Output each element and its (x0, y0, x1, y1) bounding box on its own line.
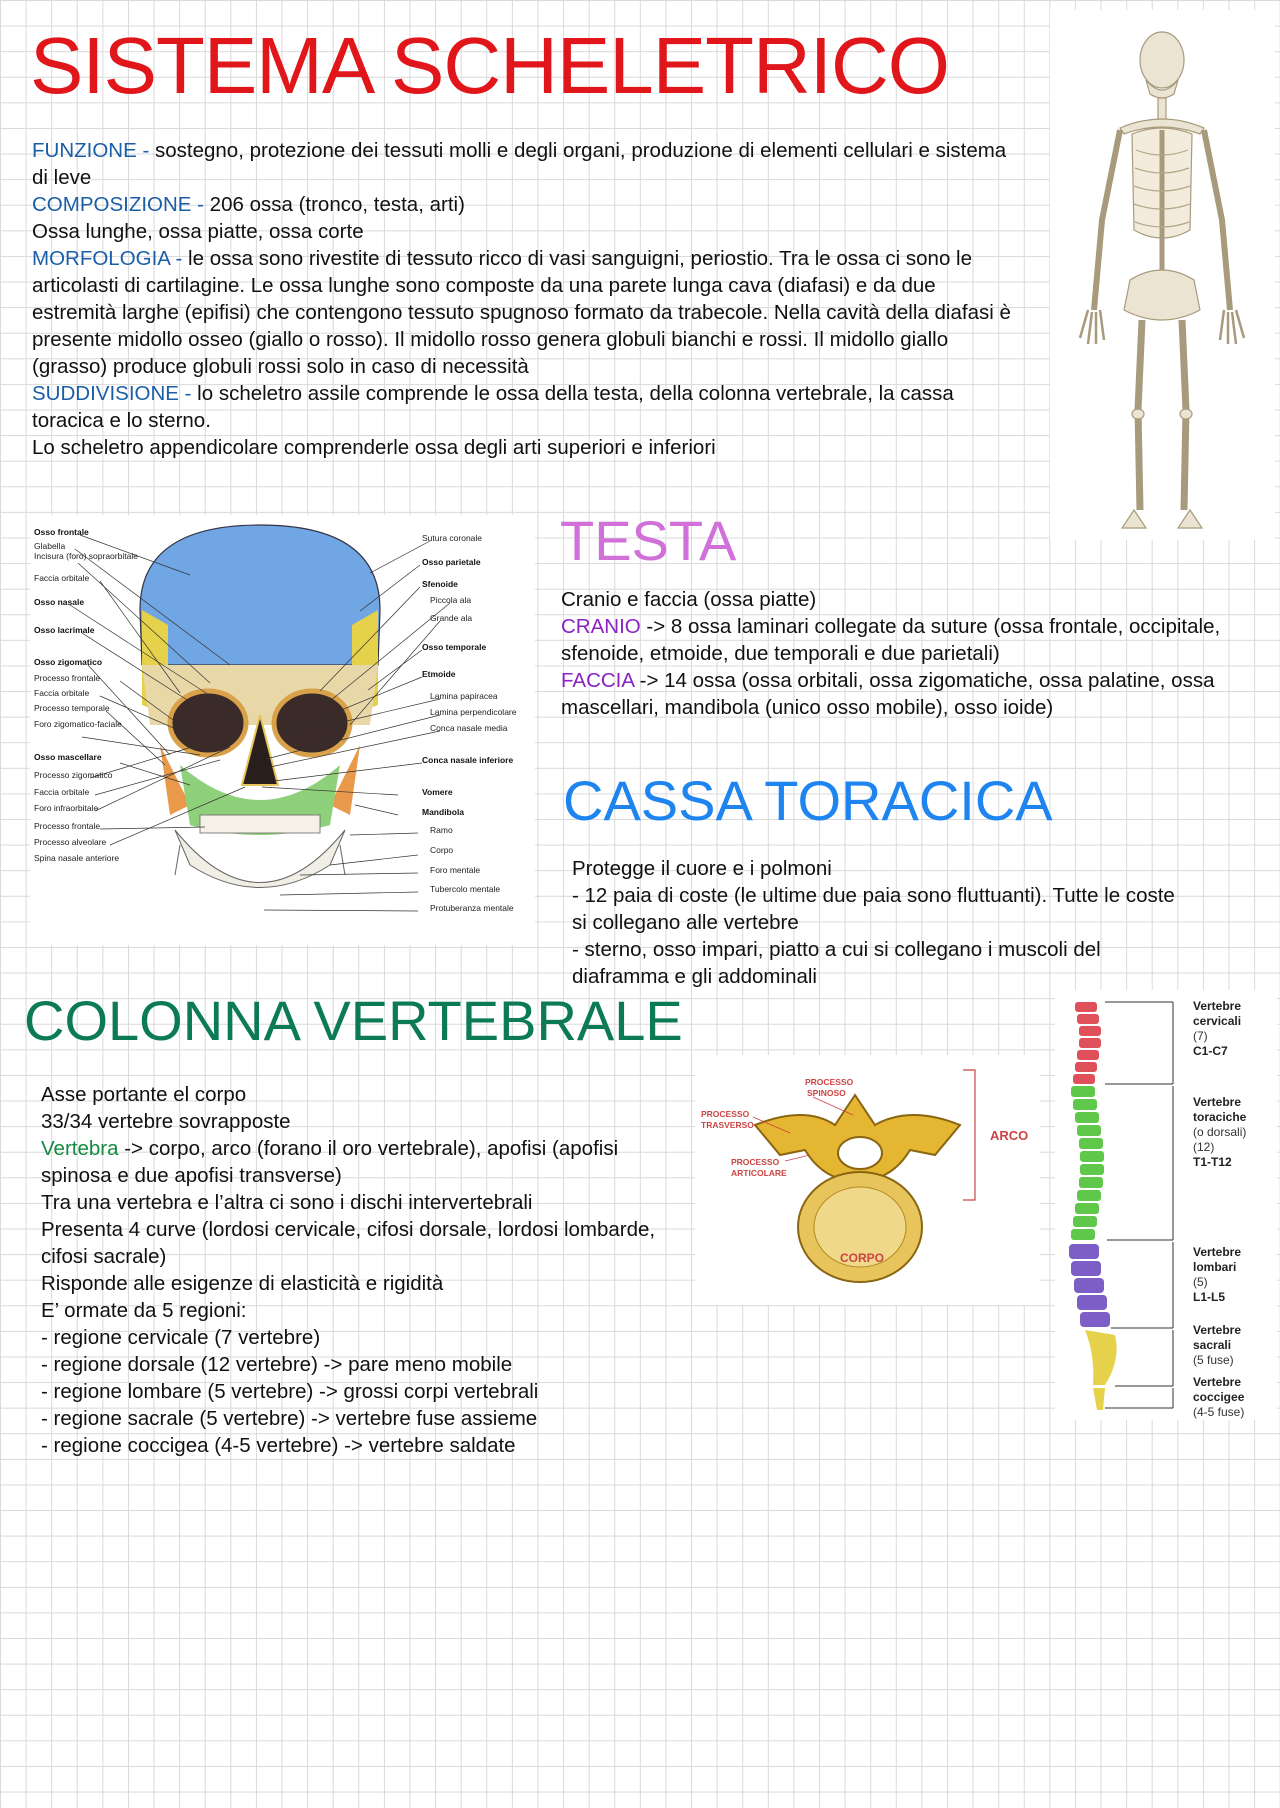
funzione-paragraph (32, 137, 1012, 191)
skull-label: Osso temporale (422, 642, 487, 652)
region-item: - regione dorsale (12 vertebre) -> pare meno mobile (41, 1353, 513, 1376)
cranio-paragraph (561, 613, 1261, 667)
skull-label: Ramo (430, 825, 453, 835)
spine-label: C1-C7 (1193, 1044, 1228, 1058)
spine-label: Vertebre (1193, 999, 1242, 1013)
composizione-label: COMPOSIZIONE - (32, 193, 204, 216)
spinoso-label-2: SPINOSO (807, 1088, 846, 1098)
spine-label: (12) (1193, 1140, 1215, 1154)
region-item: - regione coccigea (4-5 vertebre) -> vertebre saldate (41, 1434, 516, 1457)
skull-left-labels (34, 527, 138, 863)
articolare-label-1: PROCESSO (731, 1157, 780, 1167)
skull-label: Processo temporale (34, 703, 110, 713)
trasverso-label-2: TRASVERSO (701, 1120, 754, 1130)
skull-diagram (30, 515, 535, 945)
colonna-section (41, 1081, 661, 1459)
cassa-line2: - 12 paia di coste (le ultime due paia sono fluttuanti). Tutte le coste si collegano alle vertebre (572, 884, 1175, 934)
skull-label: Mandibola (422, 807, 465, 817)
skull-label: Osso lacrimale (34, 625, 95, 635)
colonna-line4: Tra una vertebra e l’altra ci sono i dischi intervertebrali (41, 1191, 533, 1214)
region-item: - regione lombare (5 vertebre) -> grossi corpi vertebrali (41, 1380, 539, 1403)
skull-label: Piccola ala (430, 595, 472, 605)
skull-icon (140, 525, 380, 888)
spine-diagram (1055, 990, 1277, 1420)
colonna-line2: 33/34 vertebre sovrapposte (41, 1110, 291, 1133)
appendicolare-text: Lo scheletro appendicolare comprenderle ossa degli arti superiori e inferiori (32, 436, 716, 459)
testa-heading: TESTA (560, 509, 737, 572)
cassa-section (572, 855, 1192, 990)
spine-label: (o dorsali) (1193, 1125, 1247, 1139)
testa-line1: Cranio e faccia (ossa piatte) (561, 588, 817, 611)
region-item: - regione cervicale (7 vertebre) (41, 1326, 321, 1349)
tipi-ossa-text: Ossa lunghe, ossa piatte, ossa corte (32, 220, 364, 243)
spine-label: toraciche (1193, 1110, 1247, 1124)
skull-label: Etmoide (422, 669, 456, 679)
suddivisione-paragraph (32, 380, 1012, 434)
intro-section (32, 137, 1012, 461)
skull-label: Protuberanza mentale (430, 903, 514, 913)
skull-label: Faccia orbitale (34, 787, 90, 797)
skull-label: Corpo (430, 845, 454, 855)
skull-illustration (30, 515, 535, 945)
spine-label: cervicali (1193, 1014, 1242, 1028)
skull-label: Tubercolo mentale (430, 884, 501, 894)
spine-icon (1069, 1002, 1117, 1410)
skull-label: Lamina papiracea (430, 691, 498, 701)
skull-right-labels (422, 533, 517, 913)
colonna-line6: Risponde alle esigenze di elasticità e rigidità (41, 1272, 444, 1295)
cranio-text: -> 8 ossa laminari collegate da suture (ossa frontale, occipitale, sfenoide, etmoide, due temporali e due parietali) (561, 615, 1221, 665)
spine-label: (5 fuse) (1193, 1353, 1234, 1367)
spine-label: (5) (1193, 1275, 1208, 1289)
spine-label: L1-L5 (1193, 1290, 1226, 1304)
skull-label: Osso frontale (34, 527, 89, 537)
skull-label: Conca nasale media (430, 723, 508, 733)
skull-label: Sutura coronale (422, 533, 483, 543)
corpo-label: CORPO (840, 1251, 885, 1265)
testa-section (561, 586, 1261, 721)
cranio-label: CRANIO (561, 615, 641, 638)
skull-label: Faccia orbitale (34, 688, 90, 698)
spine-label: coccigee (1193, 1390, 1245, 1404)
spine-label: T1-T12 (1193, 1155, 1232, 1169)
spine-label: Vertebre (1193, 1095, 1242, 1109)
skull-label: Processo alveolare (34, 837, 107, 847)
suddivisione-label: SUDDIVISIONE - (32, 382, 192, 405)
skull-label: Grande ala (430, 613, 473, 623)
funzione-label: FUNZIONE - (32, 139, 150, 162)
cassa-line1: Protegge il cuore e i polmoni (572, 857, 832, 880)
composizione-paragraph (32, 191, 1012, 218)
skull-label: Sfenoide (422, 579, 458, 589)
spine-label: Vertebre (1193, 1375, 1242, 1389)
spine-label: Vertebre (1193, 1245, 1242, 1259)
skull-label: Lamina perpendicolare (430, 707, 517, 717)
skull-label: Osso nasale (34, 597, 85, 607)
spine-label: (7) (1193, 1029, 1208, 1043)
spine-label: Vertebre (1193, 1323, 1242, 1337)
vertebra-illustration (695, 1055, 1040, 1305)
arco-label: ARCO (990, 1128, 1029, 1143)
faccia-label: FACCIA (561, 669, 634, 692)
colonna-heading: COLONNA VERTEBRALE (24, 989, 683, 1052)
skull-label: Foro mentale (430, 865, 481, 875)
region-item: - regione sacrale (5 vertebre) -> vertebre fuse assieme (41, 1407, 538, 1430)
skull-label: Processo frontale (34, 673, 101, 683)
skull-label: Spina nasale anteriore (34, 853, 120, 863)
spine-label: (4-5 fuse) (1193, 1405, 1245, 1419)
colonna-line5: Presenta 4 curve (lordosi cervicale, cifosi dorsale, lordosi lombarde, cifosi sacrale) (41, 1218, 656, 1268)
articolare-label-2: ARTICOLARE (731, 1168, 787, 1178)
skull-label: Faccia orbitale (34, 573, 90, 583)
funzione-text: sostegno, protezione dei tessuti molli e degli organi, produzione di elementi cellulari e sistema di leve (32, 139, 1007, 189)
skull-label: Foro infraorbitale (34, 803, 99, 813)
skull-label: Osso mascellare (34, 752, 102, 762)
skull-label: Processo frontale (34, 821, 101, 831)
faccia-paragraph (561, 667, 1261, 721)
page-title: SISTEMA SCHELETRICO (30, 21, 949, 110)
cassa-heading: CASSA TORACICA (563, 769, 1053, 832)
faccia-text: -> 14 ossa (ossa orbitali, ossa zigomatiche, ossa palatine, ossa mascellari, mandibola (unico osso mobile), osso ioide) (561, 669, 1215, 719)
skull-label: Vomere (422, 787, 453, 797)
skull-label: Processo zigomatico (34, 770, 113, 780)
spine-labels (1193, 999, 1247, 1419)
skull-label: Foro zigomatico-faciale (34, 719, 122, 729)
vertebra-paragraph (41, 1135, 661, 1189)
skull-label: Osso parietale (422, 557, 481, 567)
morfologia-text: le ossa sono rivestite di tessuto ricco di vasi sanguigni, periostio. Tra le ossa ci sono le articolasti di cartilagine. Le ossa lunghe sono composte da una parete lunga cava (diafasi) e da due estremità larghe (epifisi) che contengono tessuto spugnoso formato da trabecole. Nella cavità della diafasi è presente midollo osseo (giallo o rosso). Il midollo rosso genera globuli bianchi e rossi. Il midollo giallo (grasso) produce globuli rossi solo in caso di necessità (32, 247, 1011, 378)
skull-label: Conca nasale inferiore (422, 755, 514, 765)
skeleton-icon (1050, 10, 1275, 540)
trasverso-label-1: PROCESSO (701, 1109, 750, 1119)
skull-label: Incisura (foro) sopraorbitale (34, 551, 138, 561)
morfologia-label: MORFOLOGIA - (32, 247, 183, 270)
vertebra-diagram (695, 1055, 1040, 1305)
cassa-line3: - sterno, osso impari, piatto a cui si collegano i muscoli del diaframma e gli addominali (572, 938, 1101, 988)
composizione-text: 206 ossa (tronco, testa, arti) (203, 193, 465, 216)
spine-label: lombari (1193, 1260, 1237, 1274)
colonna-line1: Asse portante el corpo (41, 1083, 247, 1106)
spinoso-label-1: PROCESSO (805, 1077, 854, 1087)
colonna-line7: E’ ormate da 5 regioni: (41, 1299, 247, 1322)
skull-label: Glabella (34, 541, 66, 551)
vertebra-text: -> corpo, arco (forano il oro vertebrale), apofisi (apofisi spinosa e due apofisi transverse) (41, 1137, 619, 1187)
spine-label: sacrali (1193, 1338, 1232, 1352)
spine-illustration (1055, 990, 1277, 1420)
skull-label: Osso zigomatico (34, 657, 103, 667)
suddivisione-text: lo scheletro assile comprende le ossa della testa, della colonna vertebrale, la cassa toracica e lo sterno. (32, 382, 954, 432)
morfologia-paragraph (32, 245, 1012, 380)
skeleton-illustration (1050, 10, 1275, 540)
vertebra-label: Vertebra (41, 1137, 119, 1160)
